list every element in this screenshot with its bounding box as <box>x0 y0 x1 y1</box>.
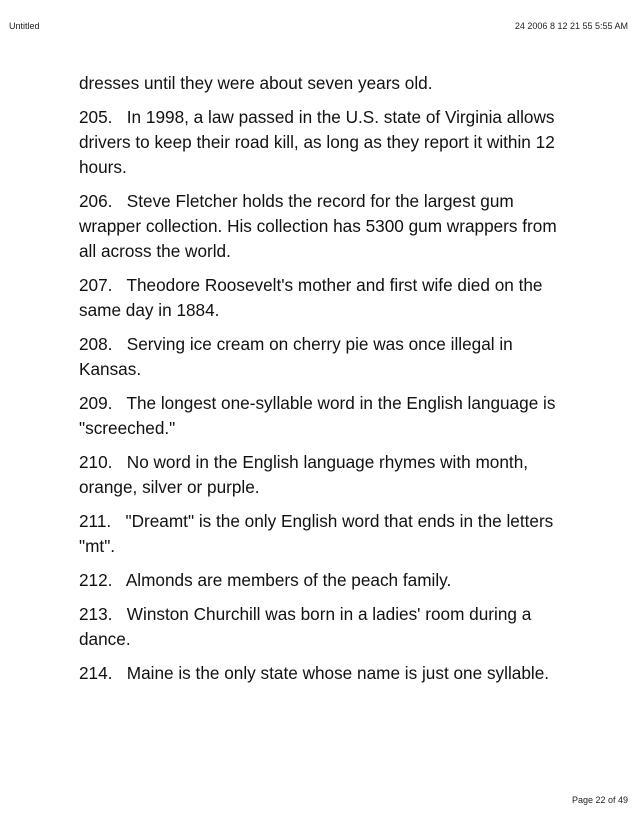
paragraph-continued: dresses until they were about seven years old. <box>79 73 433 93</box>
fact-206: 206. Steve Fletcher holds the record for the largest gum wrapper collection. His collection has 5300 gum wrappers from all across the world. <box>79 191 562 261</box>
fact-214: 214. Maine is the only state whose name is just one syllable. <box>79 663 550 683</box>
fact-205: 205. In 1998, a law passed in the U.S. state of Virginia allows drivers to keep their road kill, as long as they report it within 12 hours. <box>79 107 560 177</box>
fact-209: 209. The longest one-syllable word in the English language is "screeched." <box>79 393 561 438</box>
fact-208: 208. Serving ice cream on cherry pie was once illegal in Kansas. <box>79 334 518 379</box>
page-number: Page 22 of 49 <box>571 795 628 805</box>
fact-212: 212. Almonds are members of the peach family. <box>79 570 452 590</box>
fact-213: 213. Winston Churchill was born in a ladies' room during a dance. <box>79 604 537 649</box>
fact-210: 210. No word in the English language rhymes with month, orange, silver or purple. <box>79 452 533 497</box>
page-body <box>79 71 569 695</box>
document-title: Untitled <box>9 21 40 31</box>
print-timestamp: 24 2006 8 12 21 55 5:55 AM <box>514 21 628 31</box>
fact-211: 211. "Dreamt" is the only English word that ends in the letters "mt". <box>79 511 559 556</box>
fact-207: 207. Theodore Roosevelt's mother and first wife died on the same day in 1884. <box>79 275 548 320</box>
